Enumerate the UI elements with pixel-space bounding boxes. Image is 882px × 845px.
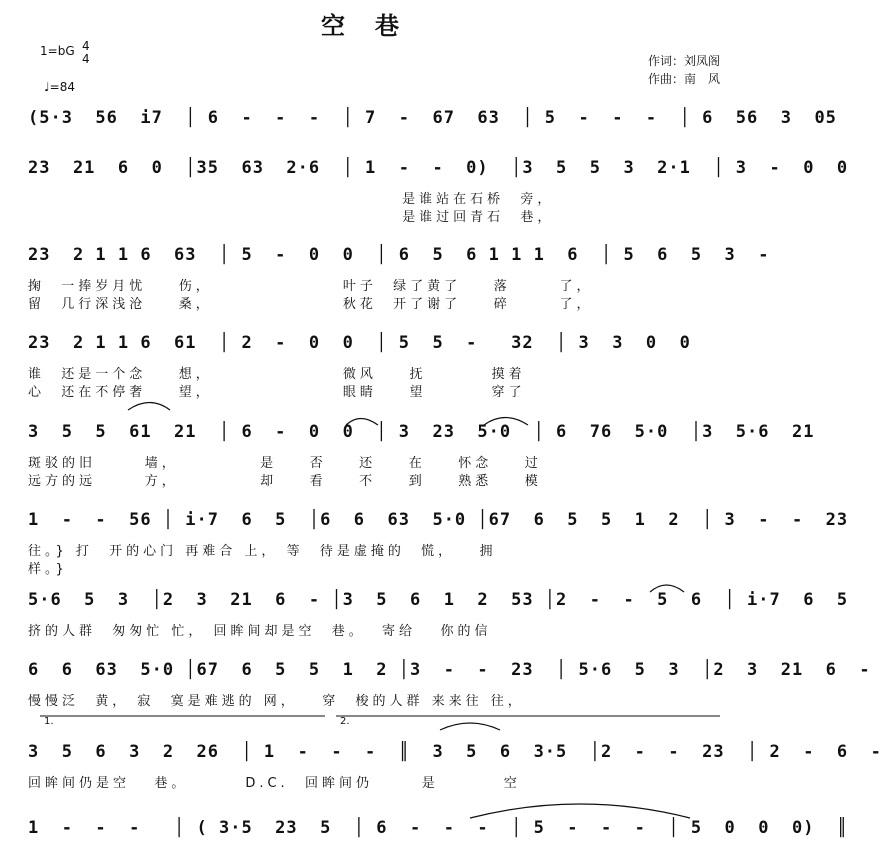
composer: 作曲：南 风	[647, 72, 720, 86]
notation-line: 1 - - - │ ( 3·5 23 5 │ 6 - - - │ 5 - - - │ 5 0 0 0) ║	[28, 818, 849, 838]
notation-line: 5·6 5 3 │2 3 21 6 - │3 5 6 1 2 53 │2 - - 5 6 │ i·7 6 5	[28, 590, 849, 610]
lyricist: 作词：刘凤阁	[647, 54, 720, 68]
notation-line: 3 5 6 3 2 26 │ 1 - - - ║ 3 5 6 3·5 │2 - - 23 │ 2 - 6 -	[28, 742, 882, 762]
lyric-line: 心 还在不停奢 望， 眼睛 望 穿了	[28, 385, 526, 400]
slur	[440, 723, 500, 730]
time-top: 4	[82, 39, 90, 53]
lyric-line: 远方的远 方， 却 看 不 到 熟悉 模	[28, 474, 542, 489]
lyric-line: 留 几行深浅沧 桑， 秋花 开了谢了 碎 了，	[28, 297, 594, 312]
notation-line: (5·3 56 i7 │ 6 - - - │ 7 - 67 63 │ 5 - - - │ 6 56 3 05	[28, 108, 837, 128]
key-signature	[40, 39, 90, 66]
volta-second-label: 2.	[340, 716, 350, 727]
slur	[470, 804, 690, 818]
notation-line: 1 - - 56 │ i·7 6 5 │6 6 63 5·0 │67 6 5 5 1 2 │ 3 - - 23	[28, 510, 849, 530]
key-note: G	[65, 44, 75, 58]
key-label: 1=	[40, 44, 58, 58]
lyric-line: 样。}	[28, 562, 68, 577]
slur	[128, 403, 170, 411]
lyric-line: 回眸间仍是空 巷。 D.C. 回眸间仍 是 空	[28, 776, 521, 791]
volta-first-label: 1.	[44, 716, 54, 727]
lyric-line: 是谁过回青石 巷，	[28, 210, 555, 225]
tempo-marking: ♩=84	[44, 80, 75, 94]
lyric-line: 掬 一捧岁月忧 伤， 叶子 绿了黄了 落 了，	[28, 279, 594, 294]
notation-line: 23 21 6 0 │35 63 2·6 │ 1 - - 0) │3 5 5 3 2·1 │ 3 - 0 0	[28, 158, 849, 178]
lyric-line: 是谁站在石桥 旁，	[28, 192, 555, 207]
time-signature	[82, 40, 90, 66]
lyric-line: 慢慢泛 黄， 寂 寞是难逃的 网， 穿 梭的人群 来来往 往，	[28, 694, 525, 709]
notation-line: 23 2 1 1 6 61 │ 2 - 0 0 │ 5 5 - 32 │ 3 3 0 0	[28, 333, 691, 353]
notation-line: 23 2 1 1 6 63 │ 5 - 0 0 │ 6 5 6 1 1 1 6 │ 5 6 5 3 -	[28, 245, 770, 265]
lyric-line: 谁 还是一个念 想， 微风 抚 摸着	[28, 367, 526, 382]
flat-sign: b	[57, 44, 66, 58]
lyric-line: 往。} 打 开的心门 再难合 上， 等 待是虚掩的 慌， 拥	[28, 544, 497, 559]
lyric-line: 斑驳的旧 墙， 是 否 还 在 怀念 过	[28, 456, 542, 471]
notation-line: 6 6 63 5·0 │67 6 5 5 1 2 │3 - - 23 │ 5·6 5 3 │2 3 21 6 -	[28, 660, 871, 680]
lyric-line: 挤的人群 匆匆忙 忙， 回眸间却是空 巷。 寄给 你的信	[28, 624, 492, 639]
time-bottom: 4	[82, 52, 90, 66]
notation-line: 3 5 5 61 21 │ 6 - 0 0 │ 3 23 5·0 │ 6 76 5·0 │3 5·6 21	[28, 422, 815, 442]
credits	[648, 52, 720, 88]
song-title: 空巷	[321, 11, 429, 40]
